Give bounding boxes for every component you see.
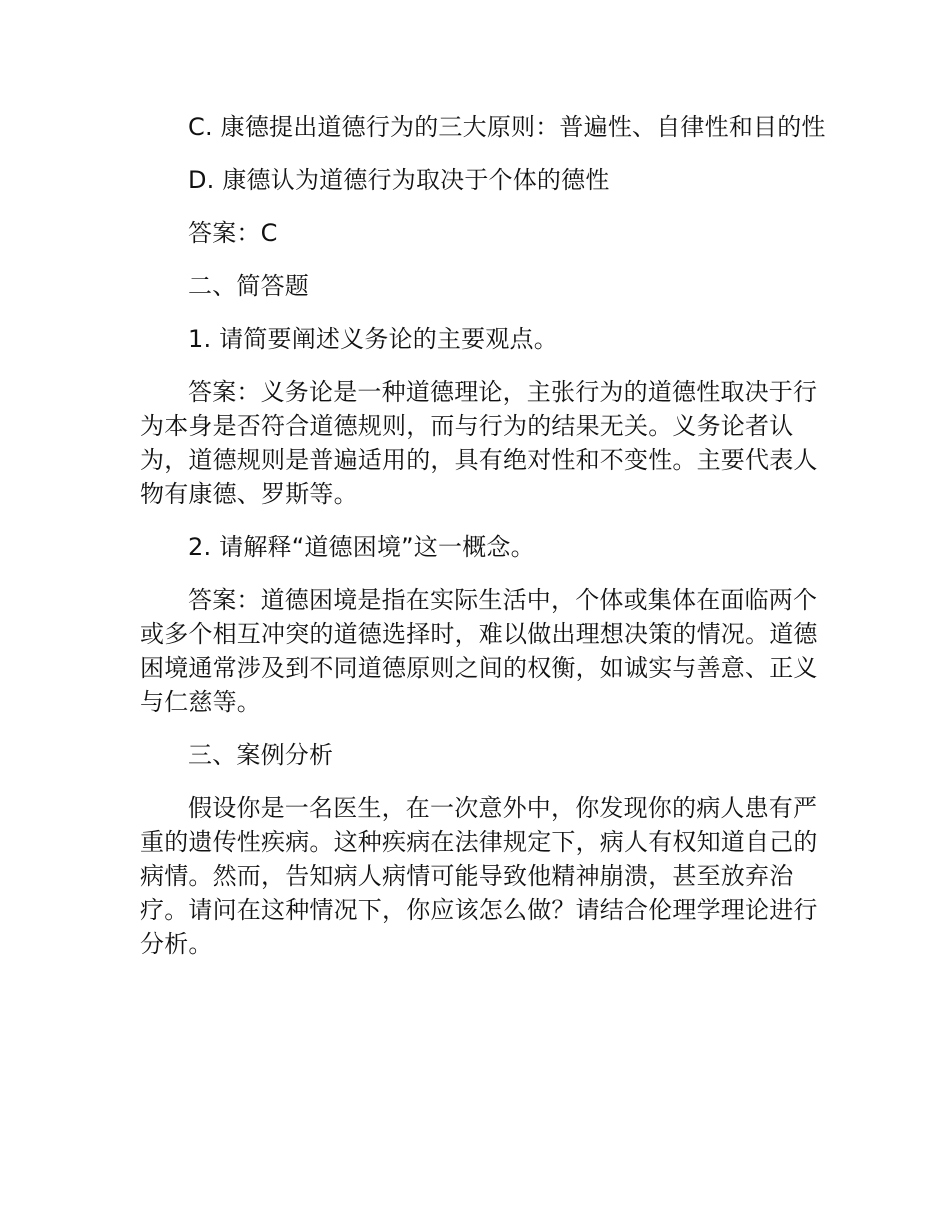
case-scenario: 假设你是一名医生，在一次意外中，你发现你的病人患有严重的遗传性疾病。这种疾病在法律规定下，病人有权知道自己的病情。然而，告知病人病情可能导致他精神崩溃，甚至放弃治疗。请问在这种情况下，你应该怎么做？请结合伦理学理论进行分析。 [140,794,818,958]
document-body [140,110,830,980]
option-d: D. 康德认为道德行为取决于个体的德性 [188,166,610,194]
section-heading-case-analysis: 三、案例分析 [188,741,334,769]
option-c: C. 康德提出道德行为的三大原则：普遍性、自律性和目的性 [188,113,826,141]
question-1: 1. 请简要阐述义务论的主要观点。 [188,325,558,353]
question-2: 2. 请解释“道德困境”这一概念。 [188,533,535,561]
answer-1: 答案：义务论是一种道德理论，主张行为的道德性取决于行为本身是否符合道德规则，而与行为的结果无关。义务论者认为，道德规则是普遍适用的，具有绝对性和不变性。主要代表人物有康德、罗斯等。 [140,378,818,508]
section-heading-short-answer: 二、简答题 [188,272,309,300]
answer-2: 答案：道德困境是指在实际生活中，个体或集体在面临两个或多个相互冲突的道德选择时，难以做出理想决策的情况。道德困境通常涉及到不同道德原则之间的权衡，如诚实与善意、正义与仁慈等。 [140,586,818,716]
answer-choice: 答案：C [188,219,278,247]
